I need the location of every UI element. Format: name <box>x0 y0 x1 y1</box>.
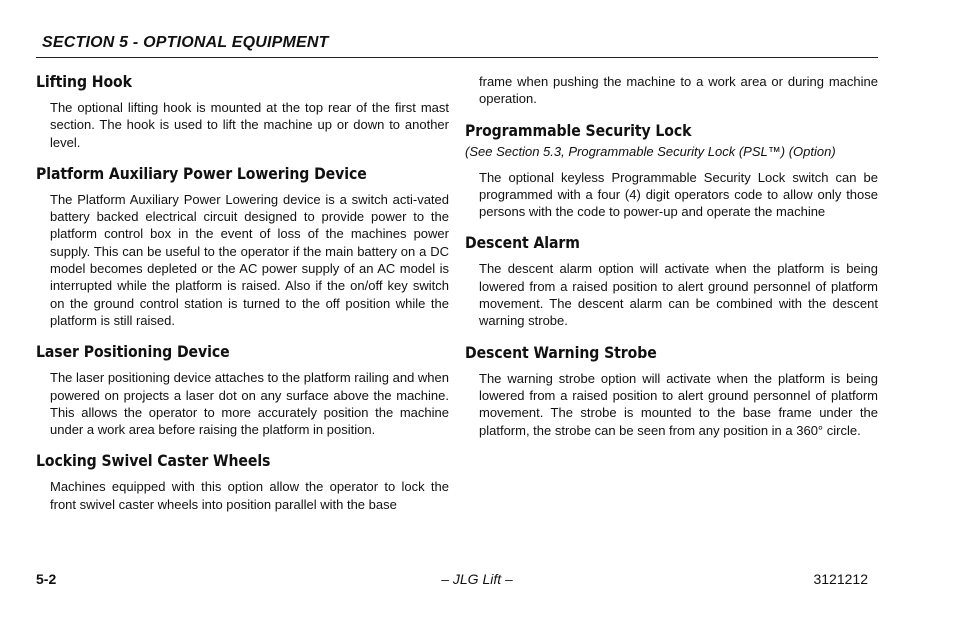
psl-text: The optional keyless Programmable Security Lock switch can be programmed with a four (4) digit operators code to allow only those persons with the code to power-up and operate the machine <box>479 169 878 220</box>
document-number: 3121212 <box>813 571 868 587</box>
left-column <box>36 70 449 513</box>
header-divider <box>36 57 878 58</box>
psl-heading: Programmable Security Lock <box>465 120 692 140</box>
descent-strobe-heading: Descent Warning Strobe <box>465 342 657 362</box>
platform-aux-text: The Platform Auxiliary Power Lowering device is a switch acti-vated battery backed electrical circuit designed to provide power to the platform control box in the event of loss of the machines power supply. This can be useful to the operator if the main battery on a DC model becomes depleted or the AC power supply of an AC model is interrupted while the platform is raised. Also if the on/off key switch on the ground control station is turned to the off position while the platform is still raised. <box>50 191 449 328</box>
right-column <box>465 70 878 439</box>
descent-alarm-text: The descent alarm option will activate when the platform is being lowered from a raised position to alert ground personnel of platform movement. The descent alarm can be combined with the descent warning strobe. <box>479 261 878 329</box>
lifting-hook-heading: Lifting Hook <box>36 72 132 91</box>
platform-aux-heading: Platform Auxiliary Power Lowering Device <box>36 163 367 183</box>
caster-text: Machines equipped with this option allow the operator to lock the front swivel caster wheels into position parallel with the base <box>50 479 449 512</box>
laser-text: The laser positioning device attaches to the platform railing and when powered on projects a laser dot on any surface above the machine. This allows the operator to more accurately position the machine under a work area before raising the platform in position. <box>50 370 449 438</box>
descent-alarm-heading: Descent Alarm <box>465 233 580 253</box>
laser-heading: Laser Positioning Device <box>36 342 230 362</box>
descent-strobe-text: The warning strobe option will activate when the platform is being lowered from a raised position to alert ground personnel of platform movement. The strobe is mounted to the base frame under the platform, the strobe can be seen from any position in a 360° circle. <box>479 370 878 438</box>
caster-continued-text: frame when pushing the machine to a work area or during machine operation. <box>479 74 878 107</box>
lifting-hook-text: The optional lifting hook is mounted at the top rear of the first mast section. The hook is used to lift the machine up or down to another level. <box>50 100 449 150</box>
page-number: 5-2 <box>36 571 57 587</box>
footer-brand: – JLG Lift – <box>441 571 513 587</box>
caster-heading: Locking Swivel Caster Wheels <box>36 451 271 471</box>
section-title: SECTION 5 - OPTIONAL EQUIPMENT <box>42 34 329 51</box>
psl-reference: (See Section 5.3, Programmable Security Lock (PSL™) (Option) <box>465 143 836 159</box>
